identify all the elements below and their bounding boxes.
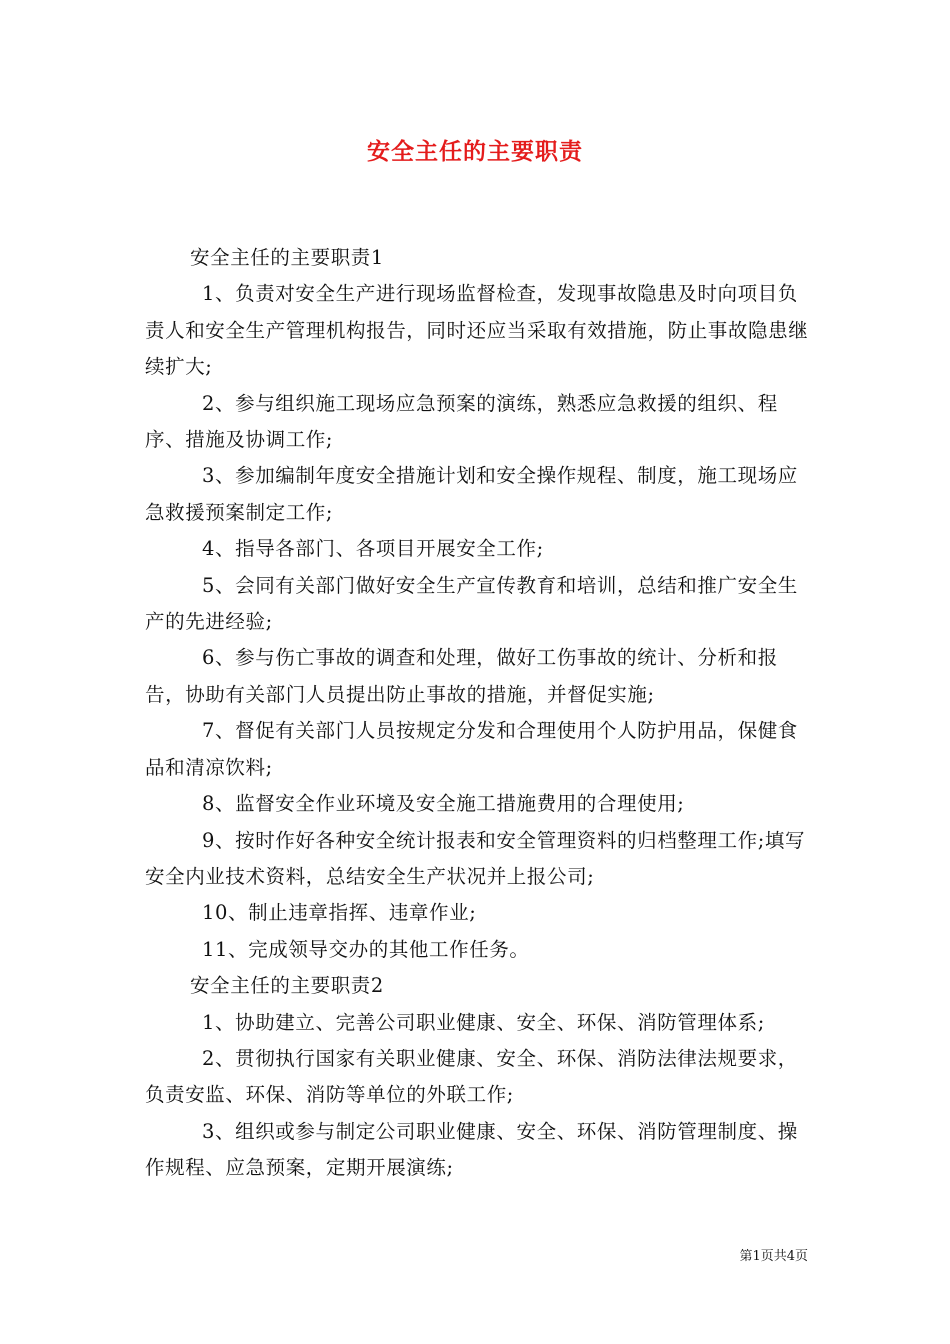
list-item: 1、负责对安全生产进行现场监督检查，发现事故隐患及时向项目负责人和安全生产管理机构报告，同时还应当采取有效措施，防止事故隐患继续扩大; [145,282,809,379]
list-item: 2、贯彻执行国家有关职业健康、安全、环保、消防法律法规要求，负责安监、环保、消防等单位的外联工作; [145,1046,798,1107]
list-item: 10、制止违章指挥、违章作业; [202,901,477,925]
section-heading: 安全主任的主要职责1 [190,246,384,269]
page-number: 第1页共4页 [739,1249,808,1264]
list-item: 9、按时作好各种安全统计报表和安全管理资料的归档整理工作;填写安全内业技术资料，总结安全生产状况并上报公司; [145,828,806,888]
list-item: 1、协助建立、完善公司职业健康、安全、环保、消防管理体系; [202,1010,765,1034]
list-item: 4、指导各部门、各项目开展安全工作; [202,537,544,561]
list-item: 3、参加编制年度安全措施计划和安全操作规程、制度，施工现场应急救援预案制定工作; [145,464,798,524]
list-item: 6、参与伤亡事故的调查和处理，做好工伤事故的统计、分析和报告，协助有关部门人员提出防止事故的措施，并督促实施; [145,646,778,706]
list-item: 5、会同有关部门做好安全生产宣传教育和培训，总结和推广安全生产的先进经验; [145,573,798,634]
list-item: 11、完成领导交办的其他工作任务。 [202,937,530,961]
document-title: 安全主任的主要职责 [367,138,583,165]
list-item: 2、参与组织施工现场应急预案的演练，熟悉应急救援的组织、程序、措施及协调工作; [145,391,778,452]
document-body [145,240,810,1187]
list-item: 8、监督安全作业环境及安全施工措施费用的合理使用; [202,792,685,816]
list-item: 7、督促有关部门人员按规定分发和合理使用个人防护用品，保健食品和清凉饮料; [145,719,798,779]
list-item: 3、组织或参与制定公司职业健康、安全、环保、消防管理制度、操作规程、应急预案，定期开展演练; [145,1119,798,1180]
section-heading: 安全主任的主要职责2 [190,974,384,998]
